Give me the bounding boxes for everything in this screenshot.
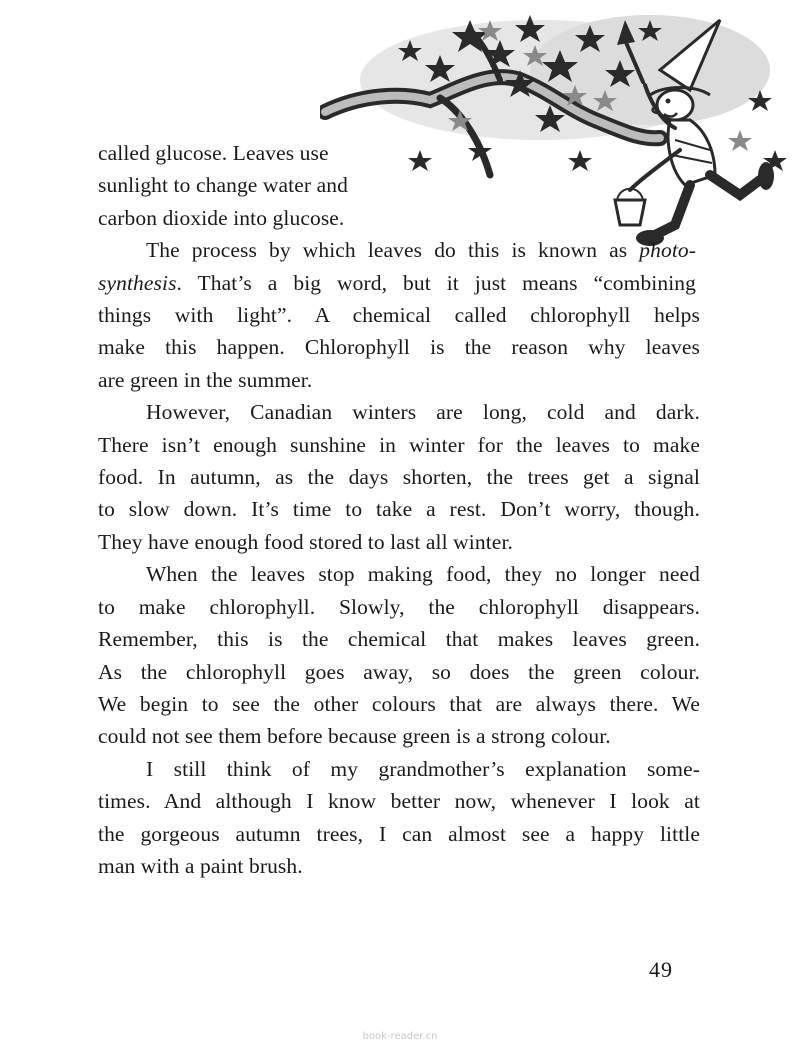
italic-term: photo- <box>639 238 696 263</box>
text-line: called glucose. Leaves use <box>98 141 329 165</box>
text-line: As the chlorophyll goes away, so does the green colour. <box>98 659 700 684</box>
text-line: the gorgeous autumn trees, I can almost see a happy little <box>98 821 700 846</box>
text-line <box>98 267 696 299</box>
italic-term: synthesis <box>98 270 177 295</box>
text-line: I still think of my grandmother’s explanation some- <box>146 756 700 781</box>
text-line: They have enough food stored to last all winter. <box>98 529 513 554</box>
text-line: food. In autumn, as the days shorten, the trees get a signal <box>98 465 700 490</box>
text-line: There isn’t enough sunshine in winter for the leaves to make <box>98 432 700 457</box>
text-line: sunlight to change water and <box>98 173 348 198</box>
text-line: Remember, this is the chemical that makes leaves green. <box>98 627 700 652</box>
text-segment: . That’s a big word, but it just means “combining <box>176 270 696 295</box>
page-number: 49 <box>649 957 673 982</box>
watermark: book-reader.cn <box>362 1031 438 1042</box>
text-line: carbon dioxide into glucose. <box>98 205 345 230</box>
text-line: to slow down. It’s time to take a rest. Don’t worry, though. <box>98 497 700 522</box>
text-line: make this happen. Chlorophyll is the reason why leaves <box>98 335 700 360</box>
body-text <box>98 137 700 882</box>
text-segment: The process by which leaves do this is known as <box>146 238 640 263</box>
text-line: things with light”. A chemical called chlorophyll helps <box>98 303 700 328</box>
text-line: However, Canadian winters are long, cold and dark. <box>146 400 700 425</box>
text-line: are green in the summer. <box>98 367 313 392</box>
text-line <box>98 234 696 266</box>
text-line: could not see them before because green is a strong colour. <box>98 724 611 749</box>
text-line: to make chlorophyll. Slowly, the chlorophyll disappears. <box>98 594 700 619</box>
text-line: When the leaves stop making food, they no longer need <box>146 562 700 587</box>
text-line: times. And although I know better now, whenever I look at <box>98 789 700 814</box>
text-line: We begin to see the other colours that are always there. We <box>98 691 700 716</box>
text-line: man with a paint brush. <box>98 853 303 878</box>
